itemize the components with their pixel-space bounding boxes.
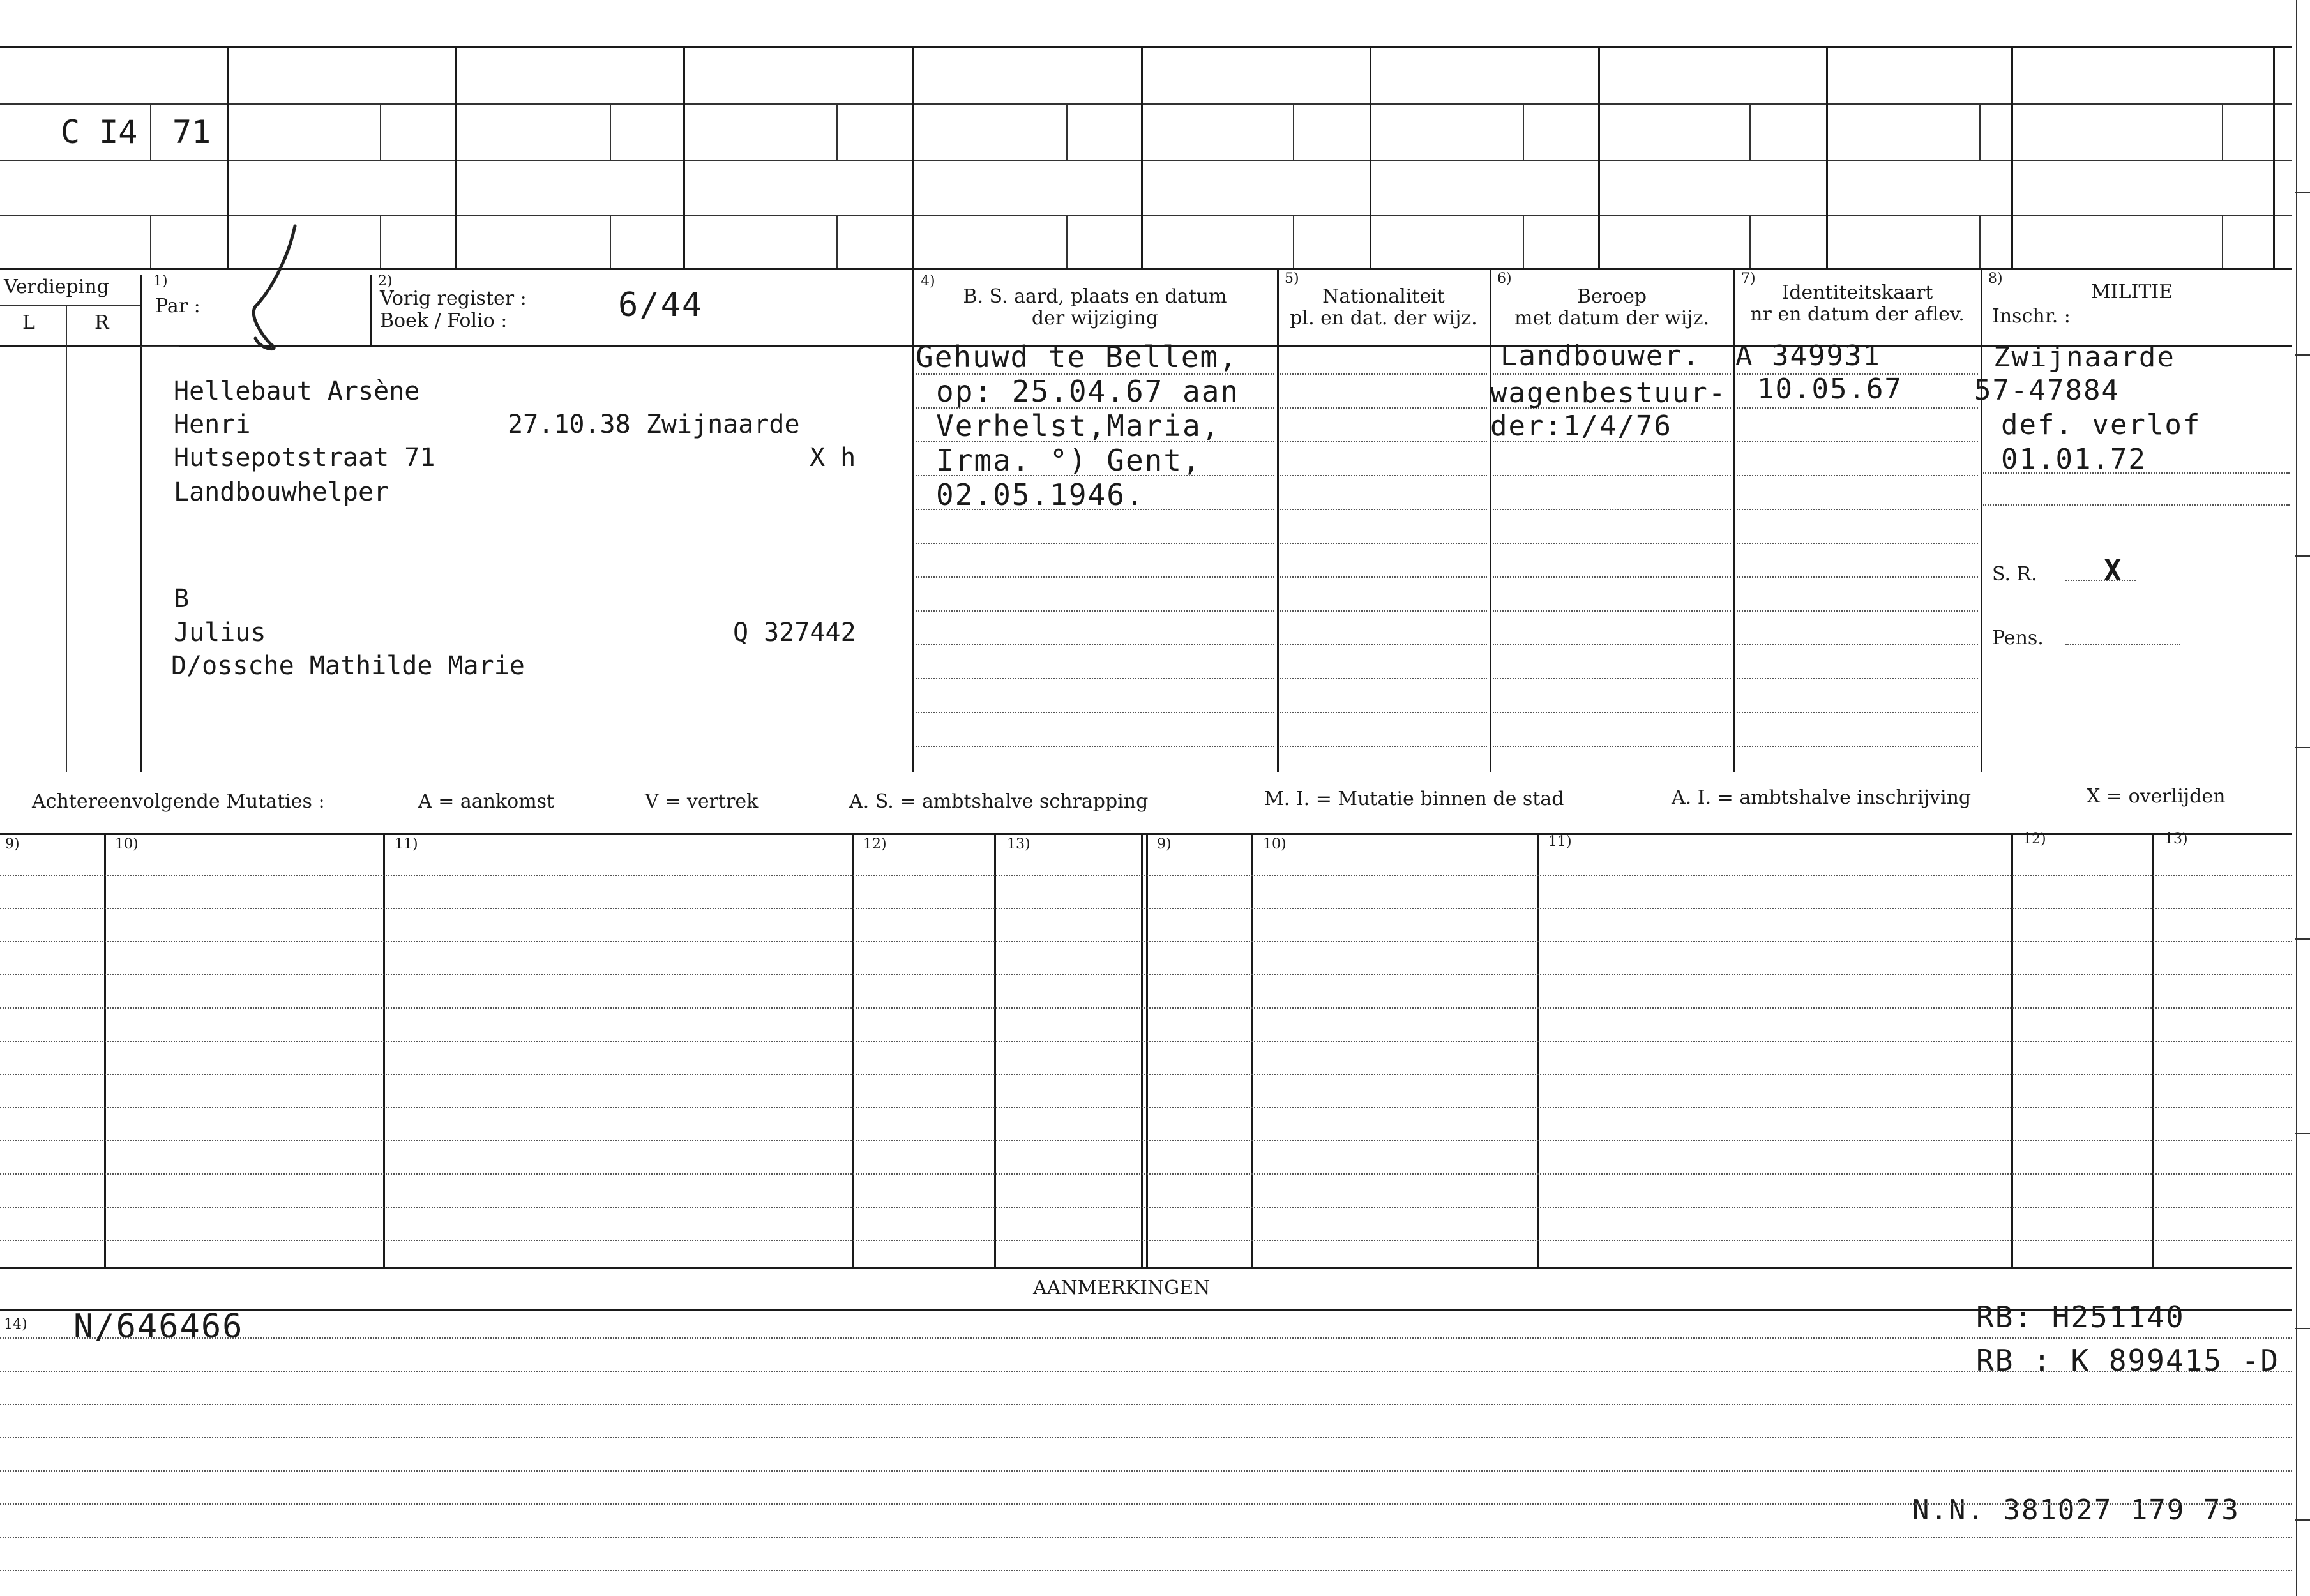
ruled-line [1493,576,1731,578]
civil-status-line: Irma. °) Gent, [936,443,1202,478]
ruled-line [0,1207,2292,1208]
ruled-line [1493,543,1731,544]
ruled-line [916,712,1274,713]
right-label: R [94,312,109,334]
ruled-line [0,1240,2292,1241]
ruled-line [916,610,1274,612]
ruled-line [1737,644,1978,645]
profession-line: Landbouwer. [1500,340,1701,372]
boek-folio-value: 6/44 [618,286,704,324]
civil-status-line: Verhelst,Maria, [936,409,1221,443]
ruled-line [916,644,1274,645]
ruled-line [0,1007,2292,1009]
militie-label: MILITIE [2091,281,2173,303]
ruled-line [1280,644,1487,645]
mutation-col-number: 9) [1157,836,1172,852]
father-name: Julius [174,618,266,647]
ruled-line [1737,509,1978,510]
ruled-line [1280,441,1487,442]
ruled-line [0,974,2292,975]
ruled-line [1280,475,1487,476]
ruled-line [0,875,2292,876]
mutation-col-number: 11) [395,836,418,852]
occupation: Landbouwhelper [174,478,389,507]
mutation-code: A. I. = ambtshalve inschrijving [1672,787,1972,809]
profession-line: wagenbestuur- [1490,377,1727,409]
vorig-register-label: Vorig register : [380,287,527,310]
ruled-line [0,1570,2292,1571]
ruled-line [1280,373,1487,375]
ruled-line [0,1503,2292,1505]
ruled-line [1493,644,1731,645]
ruled-line [0,1371,2292,1372]
ruled-line [1737,678,1978,679]
ruled-line [916,746,1274,747]
ruled-line [0,941,2292,942]
sr-value: X [2104,553,2122,587]
ruled-line [0,1337,2292,1339]
ruled-line [1280,407,1487,409]
ruled-line [0,1140,2292,1141]
civil-status-line: Gehuwd te Bellem, [916,340,1238,374]
mutation-code: A = aankomst [418,790,555,813]
ruled-line [1737,746,1978,747]
letter-b: B [174,584,190,614]
ruled-line [916,678,1274,679]
ruled-line [0,1470,2292,1472]
rb-number-1: RB: H251140 [1976,1300,2185,1334]
mutation-col-number: 10) [115,836,139,852]
birth-info: 27.10.38 Zwijnaarde [508,410,800,439]
ruled-line [2065,644,2180,645]
col7-number: 7) [1741,271,1756,287]
mutations-title: Achtereenvolgende Mutaties : [32,790,325,813]
ruled-line [0,1437,2292,1438]
col5-number: 5) [1285,271,1299,287]
address: Hutsepotstraat 71 [174,443,435,472]
ruled-line [1280,746,1487,747]
profession-line: der:1/4/76 [1490,410,1672,442]
verdieping-label: Verdieping [4,276,109,298]
ruled-line [1493,475,1731,476]
ruled-line [1493,373,1731,375]
col5-header: Nationaliteit pl. en dat. der wijz. [1290,285,1477,329]
card-code: C I4 [61,114,138,151]
id-card-number: A 349931 [1735,340,1881,372]
ruled-line [1737,441,1978,442]
surname-first-name: Hellebaut Arsène [174,377,420,406]
militie-line: 01.01.72 [2001,443,2147,476]
card-number: 71 [172,114,211,151]
mother-name: D/ossche Mathilde Marie [171,651,525,681]
ruled-line [1280,509,1487,510]
mutation-col-number: 12) [2023,831,2046,847]
mutation-col-number: 11) [1548,834,1572,850]
mutation-col-number: 12) [863,836,887,852]
ruled-line [0,1107,2292,1108]
col4-number: 4) [921,273,935,289]
ruled-line [1493,610,1731,612]
mutation-col-number: 13) [1007,836,1030,852]
national-number: N.N. 381027 179 73 [1912,1494,2240,1526]
ruled-line [1737,543,1978,544]
par-handwritten-mark [243,223,332,364]
ruled-line [0,908,2292,909]
ruled-line [1280,576,1487,578]
col2-number: 2) [378,273,393,289]
ruled-line [1280,678,1487,679]
rb-number-2: RB : K 899415 -D [1976,1343,2280,1378]
pens-label: Pens. [1992,627,2044,649]
remarks-title: AANMERKINGEN [1033,1277,1211,1299]
ruled-line [0,1404,2292,1405]
militie-line: 57-47884 [1974,374,2120,407]
boek-folio-label: Boek / Folio : [380,310,508,332]
militie-line: def. verlof [2001,409,2201,441]
ruled-line [1493,509,1731,510]
ruled-line [1737,576,1978,578]
ruled-line [1493,746,1731,747]
ruled-line [916,576,1274,578]
ruled-line [0,1537,2292,1538]
civil-status-line: 02.05.1946. [936,478,1145,512]
id-code: Q 327442 [733,618,856,647]
second-name: Henri [174,410,251,439]
id-card-date: 10.05.67 [1757,373,1903,405]
ruled-line [1737,712,1978,713]
mutation-code: X = overlijden [2087,785,2226,808]
ruled-line [1493,712,1731,713]
col7-header: Identiteitskaart nr en datum der aflev. [1750,282,1965,326]
col4-header: B. S. aard, plaats en datum der wijziging [963,285,1227,329]
ruled-line [0,1074,2292,1075]
militie-line: Zwijnaarde [1993,341,2175,373]
col8-number: 8) [1988,271,2003,287]
mutation-col-number: 10) [1263,836,1287,852]
remarks-number: 14) [4,1316,27,1332]
ruled-line [0,1173,2292,1175]
left-label: L [22,312,35,334]
ruled-line [1280,543,1487,544]
ruled-line [1737,407,1978,409]
mutation-col-number: 9) [5,836,20,852]
inschr-label: Inschr. : [1992,305,2071,327]
col6-number: 6) [1497,271,1512,287]
remarks-code: N/646466 [73,1307,244,1346]
par-label: Par : [155,295,200,317]
ruled-line [916,543,1274,544]
mutation-code: A. S. = ambtshalve schrapping [849,790,1149,813]
ruled-line [1737,610,1978,612]
ruled-line [1280,610,1487,612]
mutation-col-number: 13) [2164,831,2188,847]
civil-status-line: op: 25.04.67 aan [936,374,1240,409]
ruled-line [1737,475,1978,476]
mutation-code: V = vertrek [645,790,759,813]
sex-mark: X h [810,443,856,472]
sr-label: S. R. [1992,563,2037,585]
ruled-line [2065,580,2136,581]
ruled-line [1493,678,1731,679]
ruled-line [0,1041,2292,1042]
col1-number: 1) [153,273,168,289]
ruled-line [1983,504,2290,506]
col6-header: Beroep met datum der wijz. [1514,285,1709,329]
ruled-line [1280,712,1487,713]
mutation-code: M. I. = Mutatie binnen de stad [1264,788,1564,810]
